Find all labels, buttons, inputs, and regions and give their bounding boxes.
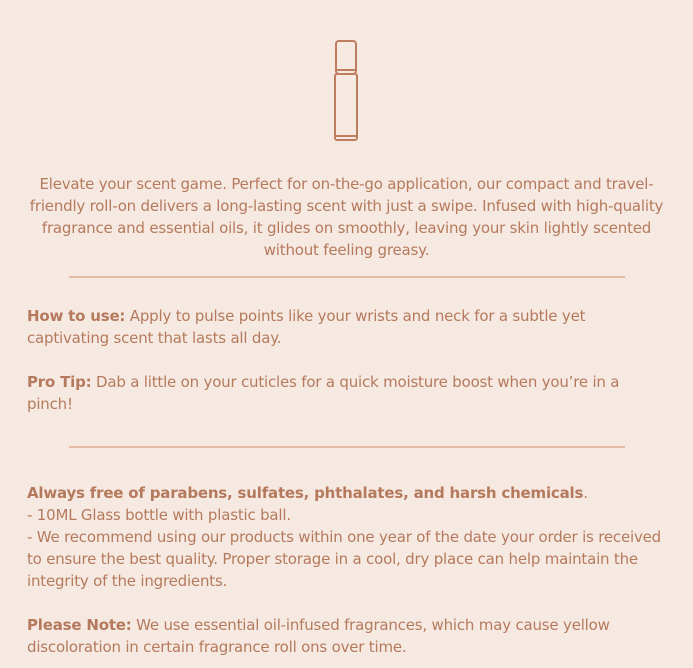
details-headline-line: [27, 482, 667, 504]
section-divider: [69, 446, 625, 448]
how-to-use-text: Apply to pulse points like your wrists and neck for a subtle yet captivating scent that lasts all day.: [27, 307, 586, 347]
product-description: Elevate your scent game. Perfect for on-the-go application, our compact and travel-friendly roll-on delivers a long-lasting scent with just a swipe. Infused with high-quality fragrance and essential oils, it glides on smoothly, leaving your skin lightly scented without feeling greasy.: [29, 175, 664, 259]
detail-item-bottle: - 10ML Glass bottle with plastic ball.: [27, 506, 291, 524]
pro-tip-paragraph: [27, 371, 667, 415]
details-headline: Always free of parabens, sulfates, phthalates, and harsh chemicals: [27, 484, 584, 502]
section-divider: [69, 276, 625, 278]
ingredients-details: [27, 482, 667, 592]
please-note-label: Please Note:: [27, 616, 132, 634]
please-note-text: We use essential oil-infused fragrances, which may cause yellow discoloration in certain fragrance roll ons over time.: [27, 616, 610, 656]
pro-tip-text: Dab a little on your cuticles for a quick moisture boost when you’re in a pinch!: [27, 373, 620, 413]
detail-item-storage: - We recommend using our products within one year of the date your order is received to ensure the best quality. Proper storage in a cool, dry place can help maintain the integrity of the ingredients.: [27, 528, 661, 590]
details-headline-suffix: .: [583, 484, 588, 502]
please-note-paragraph: [27, 614, 667, 658]
how-to-use-label: How to use:: [27, 307, 126, 325]
how-to-use-paragraph: [27, 305, 667, 349]
pro-tip-label: Pro Tip:: [27, 373, 92, 391]
roll-on-bottle-icon: [330, 38, 362, 146]
